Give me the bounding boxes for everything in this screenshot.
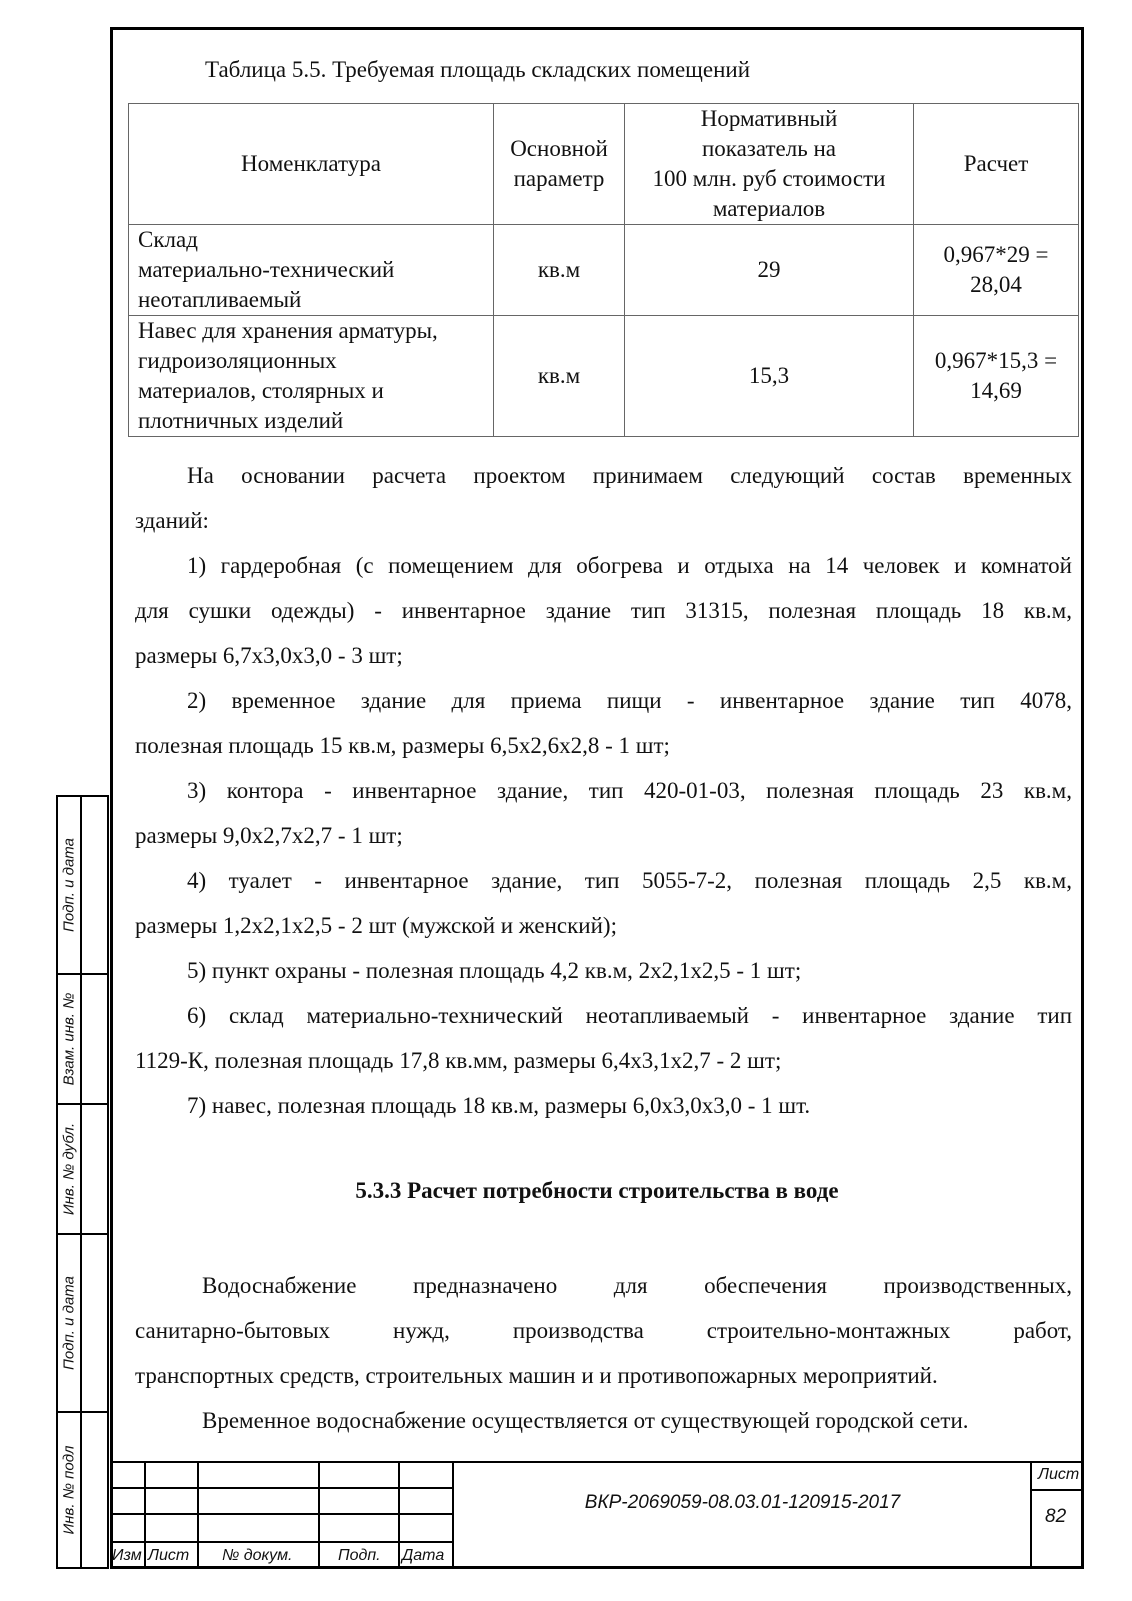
side-cell-orig-inv xyxy=(56,1411,109,1569)
divider xyxy=(318,1461,320,1569)
col-label-change: Изм xyxy=(112,1547,142,1564)
paragraph-item7 xyxy=(135,1083,1072,1128)
table-row xyxy=(129,316,1079,437)
divider xyxy=(452,1461,454,1569)
title-block xyxy=(110,1461,1084,1569)
col-label-doc: № докум. xyxy=(222,1547,293,1564)
paragraph-item1 xyxy=(135,543,1072,678)
section-heading: 5.3.3 Расчет потребности строительства в воде xyxy=(355,1178,839,1203)
side-label-box xyxy=(58,1413,82,1567)
table-caption: Таблица 5.5. Требуемая площадь складских помещений xyxy=(205,57,751,82)
side-cell-replace-inv xyxy=(56,973,109,1105)
cell-line: 28,04 xyxy=(970,272,1022,297)
cell-norm: 15,3 xyxy=(625,316,914,437)
text-line: 7) навес, полезная площадь 18 кв.м, размеры 6,0х3,0х3,0 - 1 шт. xyxy=(187,1093,811,1118)
cell-line: плотничных изделий xyxy=(138,408,344,433)
divider xyxy=(398,1461,400,1569)
text-line: 1) гардеробная (с помещением для обогрева и отдыха на 14 человек и комнатой xyxy=(187,553,1072,578)
cell-name xyxy=(129,225,494,316)
text-line: 5) пункт охраны - полезная площадь 4,2 кв.м, 2х2,1х2,5 - 1 шт; xyxy=(187,958,802,983)
header-line: материалов xyxy=(712,196,826,221)
header-line: параметр xyxy=(513,166,605,191)
divider xyxy=(144,1461,146,1569)
text-line: транспортных средств, строительных машин и и противопожарных мероприятий. xyxy=(135,1363,938,1388)
cell-param: кв.м xyxy=(494,316,625,437)
cell-line: гидроизоляционных xyxy=(138,348,337,373)
text-line: размеры 9,0х2,7х2,7 - 1 шт; xyxy=(135,823,403,848)
paragraph-water2 xyxy=(135,1398,1072,1443)
divider xyxy=(1030,1461,1032,1569)
paragraph-item2 xyxy=(135,678,1072,768)
header-line: Основной xyxy=(510,136,608,161)
cell-line: 0,967*15,3 = xyxy=(934,348,1058,373)
side-label: Инв. № подл xyxy=(60,1445,78,1535)
divider xyxy=(110,1487,453,1489)
paragraph-intro xyxy=(135,453,1072,543)
divider xyxy=(110,1541,453,1543)
text-line: 6) склад материально-технический неотапливаемый - инвентарное здание тип xyxy=(187,1003,1072,1028)
paragraph-water1 xyxy=(135,1263,1072,1398)
revision-grid xyxy=(110,1461,453,1569)
text-line: полезная площадь 15 кв.м, размеры 6,5х2,6х2,8 - 1 шт; xyxy=(135,733,670,758)
cell-line: неотапливаемый xyxy=(138,287,302,312)
header-norm xyxy=(625,104,914,225)
document-number: ВКР-2069059-08.03.01-120915-2017 xyxy=(584,1492,901,1513)
side-label: Подп. и дата xyxy=(60,838,78,932)
paragraph-item6 xyxy=(135,993,1072,1083)
header-line: Нормативный xyxy=(700,106,838,131)
header-calc: Расчет xyxy=(914,104,1079,225)
cell-line: 0,967*29 = xyxy=(943,242,1049,267)
text-line: размеры 1,2х2,1х2,5 - 2 шт (мужской и женский); xyxy=(135,913,617,938)
cell-line: материалов, столярных и xyxy=(138,378,384,403)
divider xyxy=(110,1513,453,1515)
col-label-sheet: Лист xyxy=(148,1547,190,1564)
side-label: Инв. № дубл. xyxy=(60,1122,78,1216)
text-line: 3) контора - инвентарное здание, тип 420-01-03, полезная площадь 23 кв.м, xyxy=(187,778,1072,803)
header-param xyxy=(494,104,625,225)
text-line: для сушки одежды) - инвентарное здание тип 31315, полезная площадь 18 кв.м, xyxy=(135,598,1072,623)
cell-calc xyxy=(914,225,1079,316)
cell-line: материально-технический xyxy=(138,257,395,282)
side-label-box xyxy=(58,797,82,973)
col-label-sign: Подп. xyxy=(338,1547,381,1564)
cell-line: Склад xyxy=(138,227,198,252)
side-label-box xyxy=(58,1235,82,1411)
table-row xyxy=(129,225,1079,316)
table-header-row xyxy=(129,104,1079,225)
paragraph-item4 xyxy=(135,858,1072,948)
sheet-label: Лист xyxy=(1038,1466,1080,1483)
text-line: зданий: xyxy=(135,508,209,533)
side-label: Взам. инв. № xyxy=(60,992,78,1086)
cell-line: Навес для хранения арматуры, xyxy=(138,318,438,343)
header-line: показатель на xyxy=(701,136,837,161)
side-label: Подп. и дата xyxy=(60,1276,78,1370)
divider xyxy=(1030,1489,1084,1491)
cell-calc xyxy=(914,316,1079,437)
text-line: На основании расчета проектом принимаем следующий состав временных xyxy=(187,463,1072,488)
side-label-box xyxy=(58,1105,82,1233)
divider xyxy=(197,1461,199,1569)
cell-name xyxy=(129,316,494,437)
text-line: 4) туалет - инвентарное здание, тип 5055-7-2, полезная площадь 2,5 кв.м, xyxy=(187,868,1072,893)
text-line: Временное водоснабжение осуществляется от существующей городской сети. xyxy=(202,1408,969,1433)
text-line: санитарно-бытовых нужд, производства строительно-монтажных работ, xyxy=(135,1318,1072,1343)
side-cell-sign-date xyxy=(56,795,109,975)
text-line: 2) временное здание для приема пищи - инвентарное здание тип 4078, xyxy=(187,688,1072,713)
paragraph-item3 xyxy=(135,768,1072,858)
header-line: 100 млн. руб стоимости xyxy=(652,166,886,191)
storage-area-table xyxy=(128,103,1079,437)
paragraph-item5 xyxy=(135,948,1072,993)
col-label-date: Дата xyxy=(402,1547,445,1564)
header-nomenclature: Номенклатура xyxy=(129,104,494,225)
cell-norm: 29 xyxy=(625,225,914,316)
text-line: размеры 6,7х3,0х3,0 - 3 шт; xyxy=(135,643,403,668)
side-cell-dup-inv xyxy=(56,1103,109,1235)
cell-param: кв.м xyxy=(494,225,625,316)
text-line: Водоснабжение предназначено для обеспечения производственных, xyxy=(202,1273,1072,1298)
side-cell-sign-date-2 xyxy=(56,1233,109,1413)
sheet-number: 82 xyxy=(1045,1506,1067,1527)
cell-line: 14,69 xyxy=(970,378,1022,403)
side-label-box xyxy=(58,975,82,1103)
text-line: 1129-К, полезная площадь 17,8 кв.мм, размеры 6,4х3,1х2,7 - 2 шт; xyxy=(135,1048,782,1073)
